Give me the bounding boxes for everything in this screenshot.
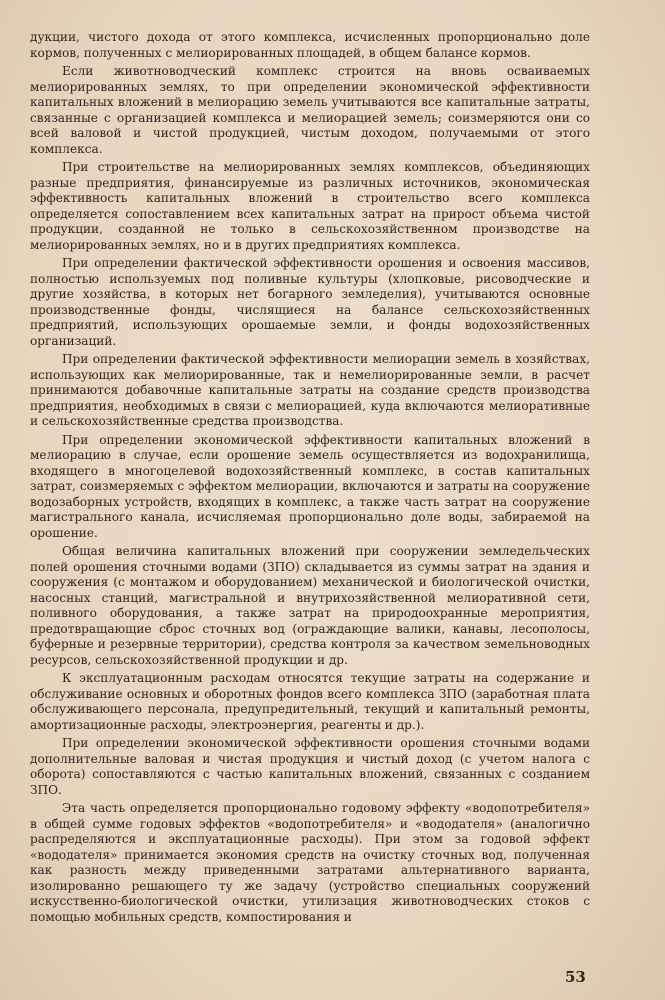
page-number: 53: [565, 968, 586, 986]
page-text-block: [30, 30, 590, 928]
paragraph-4: При определении фактической эффективности орошения и освоения массивов, полностью используемых под поливные культуры (хлопковые, рисоводческие и другие хозяйства, в которых нет богарного земледелия), учитываются основные производственные фонды, числящиеся на балансе сельскохозяйственных предприятий, использующих орошаемые земли, и фонды водохозяйственных организаций.: [30, 256, 590, 348]
paragraph-6: При определении экономической эффективности капитальных вложений в мелиорацию в случае, если орошение земель осуществляется из водохранилища, входящего в многоцелевой водохозяйственный комплекс, в состав капитальных затрат, соизмеряемых с эффектом мелиорации, включаются и затраты на сооружение водозаборных устройств, входящих в комплекс, а также часть затрат на сооружение магистрального канала, исчисляемая пропорционально доле воды, забираемой на орошение.: [30, 432, 590, 540]
paragraph-2: Если животноводческий комплекс строится на вновь осваиваемых мелиорированных землях, то при определении экономической эффективности капитальных вложений в мелиорацию земель учитываются все капитальные затраты, связанные с организацией комплекса и мелиорацией земель; соизмеряются они со всей валовой и чистой продукцией, чистым доходом, получаемыми от этого комплекса.: [30, 64, 590, 156]
paragraph-10: Эта часть определяется пропорционально годовому эффекту «водопотребителя» в общей сумме годовых эффектов «водопотребителя» и «вододателя» (аналогично распределяются и эксплуатационные расходы). При этом за годовой эффект «вододателя» принимается экономия средств на очистку сточных вод, полученная как разность между приведенными затратами альтернативного варианта, изолированно решающего ту же задачу (устройство специальных сооружений искусственно-биологической очистки, утилизация животноводческих стоков с помощью мобильных средств, компостирования и: [30, 801, 590, 924]
paragraph-1: дукции, чистого дохода от этого комплекса, исчисленных пропорционально доле кормов, полученных с мелиорированных площадей, в общем балансе кормов.: [30, 30, 590, 60]
paragraph-8: К эксплуатационным расходам относятся текущие затраты на содержание и обслуживание основных и оборотных фондов всего комплекса ЗПО (заработная плата обслуживающего персонала, предупредительный, текущий и капитальный ремонты, амортизационные расходы, электроэнергия, реагенты и др.).: [30, 671, 590, 732]
paragraph-7: Общая величина капитальных вложений при сооружении земледельческих полей орошения сточными водами (ЗПО) складывается из суммы затрат на здания и сооружения (с монтажом и оборудованием) механической и биологической очистки, насосных станций, магистральной и внутрихозяйственной мелиоративной сети, поливного оборудования, а также затрат на природоохранные мероприятия, предотвращающие сброс сточных вод (ограждающие валики, канавы, лесополосы, буферные и резервные территории), средства контроля за качеством земельноводных ресурсов, сельскохозяйственной продукции и др.: [30, 544, 590, 667]
paragraph-9: При определении экономической эффективности орошения сточными водами дополнительные валовая и чистая продукция и чистый доход (с учетом налога с оборота) сопоставляются с частью капитальных вложений, связанных с созданием ЗПО.: [30, 736, 590, 797]
paragraph-3: При строительстве на мелиорированных землях комплексов, объединяющих разные предприятия, финансируемые из различных источников, экономическая эффективность капитальных вложений в строительство всего комплекса определяется сопоставлением всех капитальных затрат на прирост объема чистой продукции, созданной не только в сельскохозяйственном производстве на мелиорированных землях, но и в других предприятиях комплекса.: [30, 160, 590, 252]
paragraph-5: При определении фактической эффективности мелиорации земель в хозяйствах, использующих как мелиорированные, так и немелиорированные земли, в расчет принимаются добавочные капитальные затраты на создание средств производства предприятия, необходимых в связи с мелиорацией, куда включаются мелиоративные и сельскохозяйственные средства производства.: [30, 352, 590, 428]
